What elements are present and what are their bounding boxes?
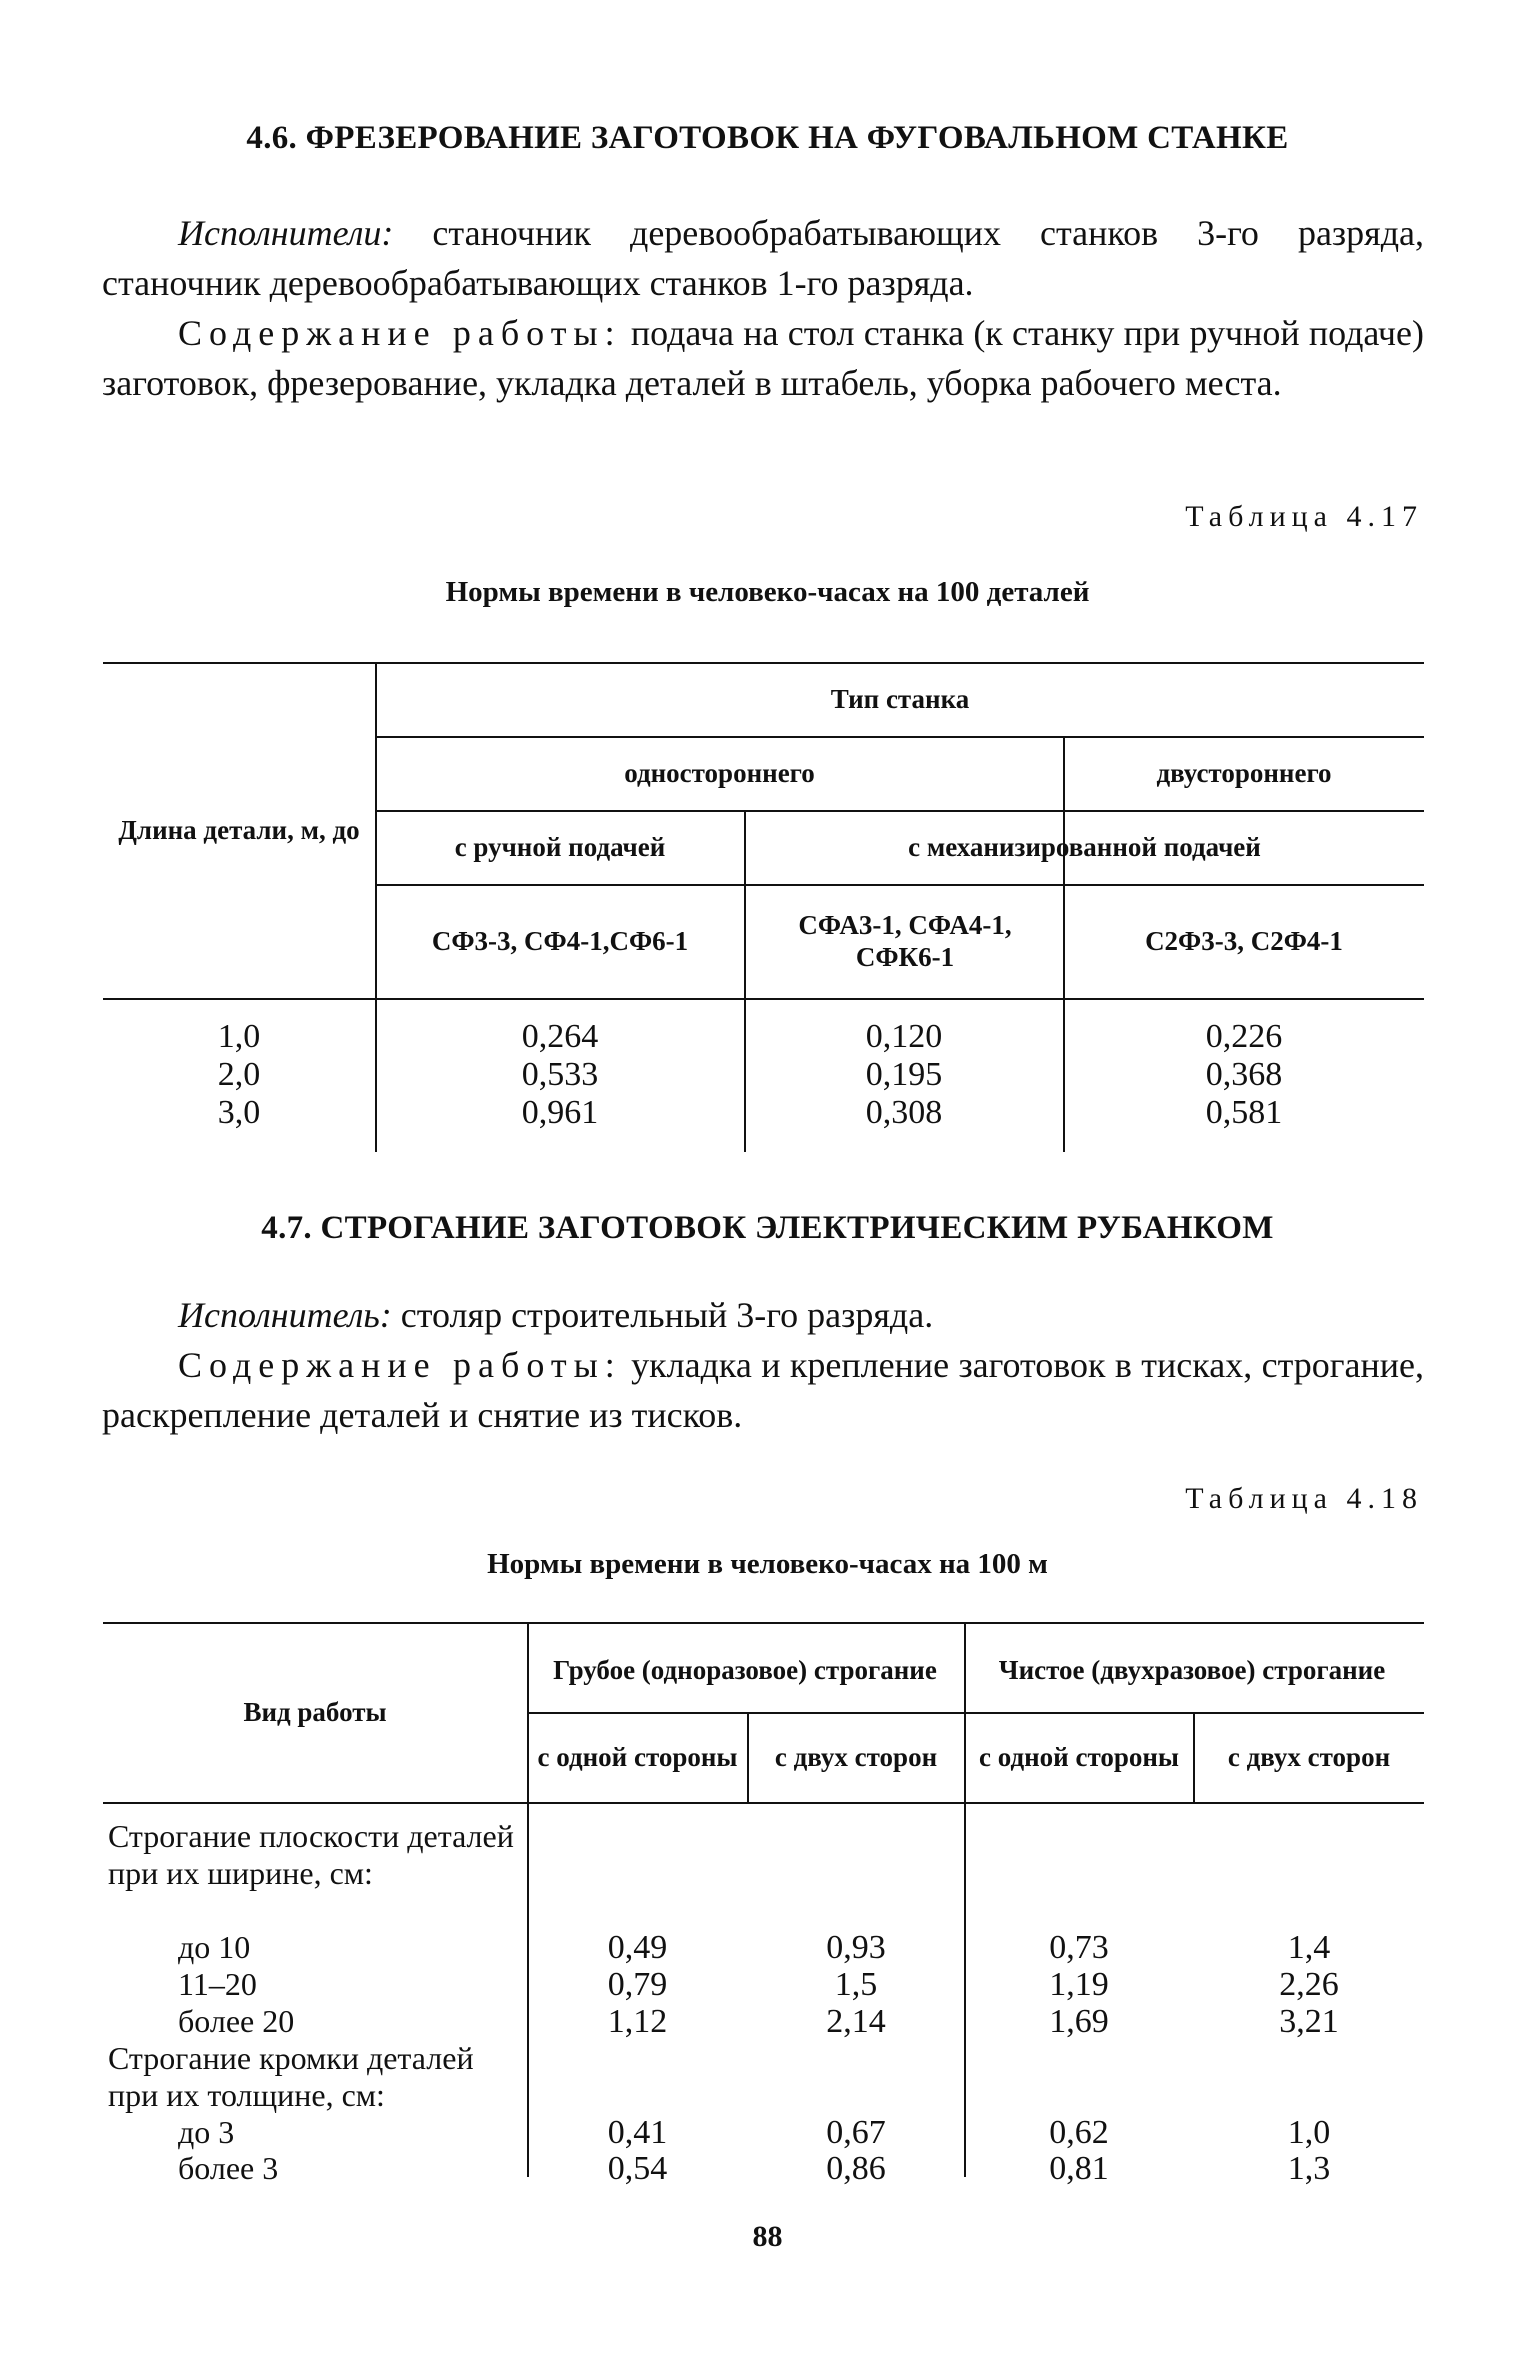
group2-title: Строгание кромки деталей при их толщине, см: xyxy=(108,2040,474,2113)
group1-row-label: более 20 xyxy=(178,2003,295,2039)
group2-row-label: более 3 xyxy=(178,2150,279,2186)
table-4-17-value: 0,195 xyxy=(865,1056,943,1093)
table-4-18-value: 0,67 xyxy=(826,2114,886,2151)
table-4-18-value: 0,79 xyxy=(607,1966,668,2003)
table-4-18-value: 2,14 xyxy=(826,2003,886,2040)
header-work-type: Вид работы xyxy=(243,1697,387,1727)
table-4-18-value: 0,86 xyxy=(826,2150,886,2187)
header-manual-feed: с ручной подачей xyxy=(454,832,666,862)
section-4-7-heading: 4.7. СТРОГАНИЕ ЗАГОТОВОК ЭЛЕКТРИЧЕСКИМ РУБАНКОМ xyxy=(261,1210,1274,1246)
performer-text: столяр строительный 3-го разряда. xyxy=(391,1295,934,1335)
table-4-18-value: 2,26 xyxy=(1279,1966,1339,2003)
table-4-18-value: 1,3 xyxy=(1287,2150,1331,2187)
table-4-17-value: 0,368 xyxy=(1205,1056,1283,1093)
group1-row-label: до 10 xyxy=(178,1929,251,1965)
table-4-18-value: 1,5 xyxy=(834,1966,878,2003)
header-models-3: С2Ф3-3, С2Ф4-1 xyxy=(1145,926,1343,956)
group1-title: Строгание плоскости деталей при их ширине, см: xyxy=(108,1818,514,1891)
table-4-18-value: 1,12 xyxy=(607,2003,668,2040)
table-4-17-length-3: 3,0 xyxy=(217,1094,261,1131)
table-4-17-value: 0,533 xyxy=(521,1056,599,1093)
table-4-17-value: 0,961 xyxy=(521,1094,599,1131)
header-mechanized-feed: с механизированной подачей xyxy=(908,832,1261,862)
table-4-17-length-2: 2,0 xyxy=(217,1056,261,1093)
content-label: Содержание работы: xyxy=(178,313,622,353)
header-models-1: СФ3-3, СФ4-1,СФ6-1 xyxy=(431,926,689,956)
header-rough-one-side: с одной стороны xyxy=(537,1742,738,1772)
table-4-18-value: 0,41 xyxy=(607,2114,668,2151)
page-number: 88 xyxy=(752,2220,783,2253)
section-4-7-content xyxy=(102,1340,1424,1440)
section-4-6-heading: 4.6. ФРЕЗЕРОВАНИЕ ЗАГОТОВОК НА ФУГОВАЛЬНОМ СТАНКЕ xyxy=(246,120,1289,156)
table-4-18-value: 1,19 xyxy=(1049,1966,1109,2003)
header-two-sided: двустороннего xyxy=(1156,758,1332,788)
table-4-18-value: 0,54 xyxy=(607,2150,668,2187)
content-text: укладка и крепление заготовок в тисках, строгание, раскрепление деталей и снятие из тисков. xyxy=(102,1345,1424,1435)
table-4-17-caption: Нормы времени в человеко-часах на 100 деталей xyxy=(445,576,1090,608)
table-4-18-value: 3,21 xyxy=(1279,2003,1339,2040)
section-4-7-performer xyxy=(102,1290,1424,1340)
table-4-17-length-1: 1,0 xyxy=(217,1018,261,1055)
group2-row-label: до 3 xyxy=(178,2114,235,2150)
table-4-17-ref: Таблица 4.17 xyxy=(1185,500,1423,533)
header-length: Длина детали, м, до xyxy=(118,815,360,845)
header-machine-type: Тип станка xyxy=(830,684,970,714)
table-4-18-value: 1,0 xyxy=(1287,2114,1331,2151)
header-rough-planing: Грубое (одноразовое) строгание xyxy=(553,1655,937,1685)
table-4-18-ref: Таблица 4.18 xyxy=(1185,1482,1423,1515)
content-text: подача на стол станка (к станку при ручной подаче) заготовок, фрезерование, укладка деталей в штабель, уборка рабочего места. xyxy=(102,313,1425,403)
table-4-17-value: 0,581 xyxy=(1205,1094,1283,1131)
table-4-18-value: 0,81 xyxy=(1049,2150,1109,2187)
table-4-18-value: 0,73 xyxy=(1049,1929,1109,1966)
table-4-18-caption: Нормы времени в человеко-часах на 100 м xyxy=(487,1548,1048,1580)
section-4-6-performers xyxy=(102,208,1424,308)
header-models-2: СФА3-1, СФА4-1, СФК6-1 xyxy=(798,910,1012,972)
header-rough-two-sides: с двух сторон xyxy=(774,1742,938,1772)
performer-label: Исполнитель: xyxy=(178,1295,392,1335)
group1-row-label: 11–20 xyxy=(178,1966,257,2002)
table-4-18-value: 1,4 xyxy=(1287,1929,1331,1966)
section-4-6-content xyxy=(102,308,1424,408)
table-4-17-value: 0,120 xyxy=(865,1018,943,1055)
table-4-17-value: 0,308 xyxy=(865,1094,943,1131)
performers-text: станочник деревообрабатывающих станков 3-го разряда, станочник деревообрабатывающих станков 1-го разряда. xyxy=(102,213,1424,303)
table-4-18-value: 1,69 xyxy=(1049,2003,1109,2040)
table-4-17-value: 0,226 xyxy=(1205,1018,1283,1055)
header-one-sided: одностороннего xyxy=(624,758,815,788)
table-4-18-value: 0,49 xyxy=(607,1929,668,1966)
table-4-17-value: 0,264 xyxy=(521,1018,599,1055)
table-4-18-value: 0,93 xyxy=(826,1929,886,1966)
performers-label: Исполнители: xyxy=(178,213,394,253)
header-fine-two-sides: с двух сторон xyxy=(1227,1742,1391,1772)
header-fine-one-side: с одной стороны xyxy=(978,1742,1180,1772)
header-fine-planing: Чистое (двухразовое) строгание xyxy=(998,1655,1386,1685)
content-label: Содержание работы: xyxy=(178,1345,622,1385)
table-4-18-value: 0,62 xyxy=(1049,2114,1109,2151)
